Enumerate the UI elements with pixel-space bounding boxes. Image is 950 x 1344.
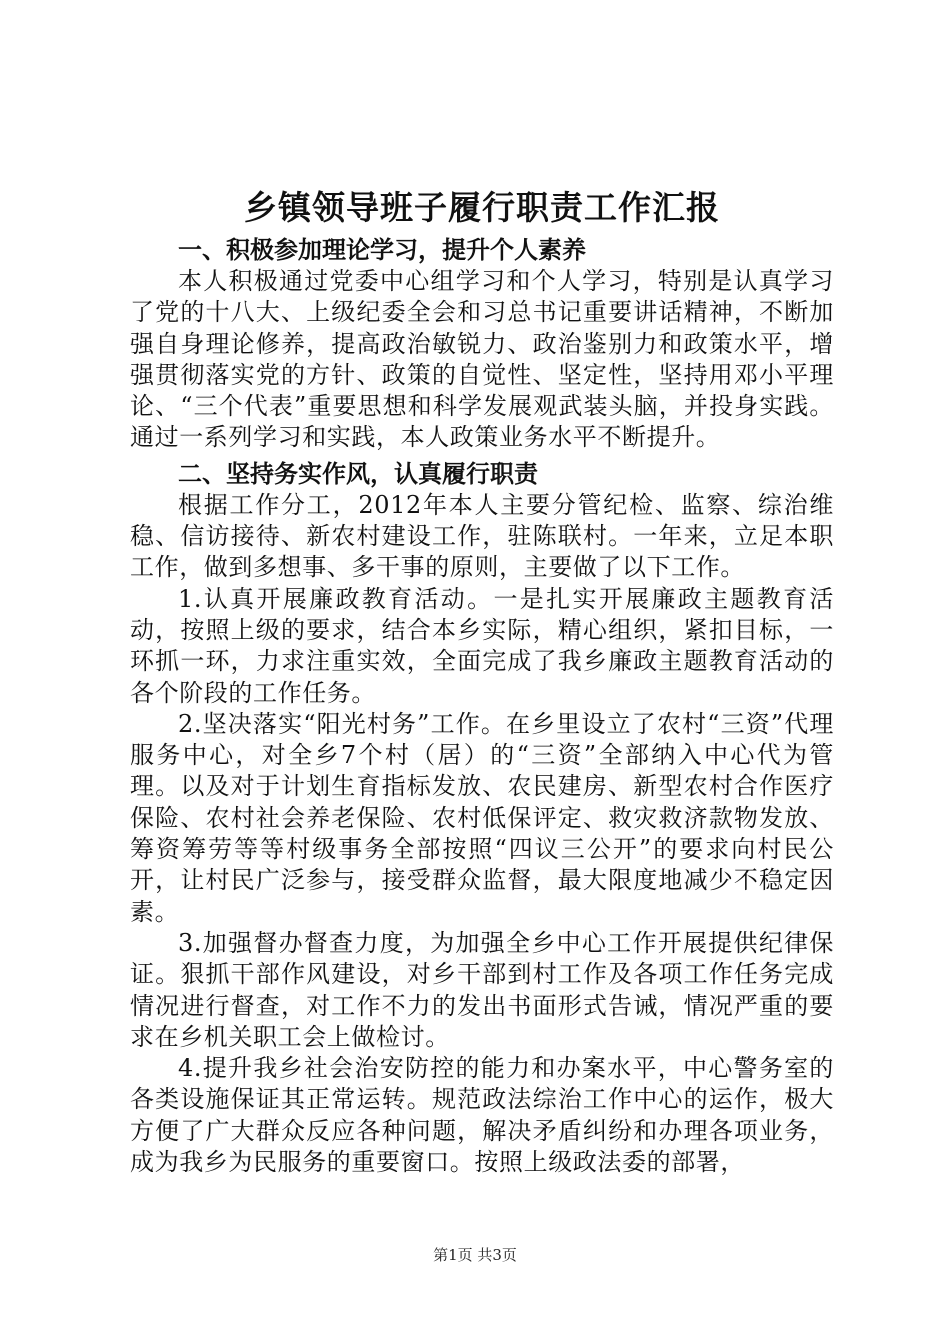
- work-item-3: 3.加强督办督查力度，为加强全乡中心工作开展提供纪律保证。狠抓干部作风建设，对乡干部到村工作及各项工作任务完成情况进行督查，对工作不力的发出书面形式告诫，情况严重的要求在乡机关职工会上做检讨。: [130, 928, 834, 1051]
- section-heading-2: 二、坚持务实作风，认真履行职责: [178, 458, 538, 488]
- section-1-paragraph: 本人积极通过党委中心组学习和个人学习，特别是认真学习了党的十八大、上级纪委全会和习总书记重要讲话精神，不断加强自身理论修养，提高政治敏锐力、政治鉴别力和政策水平，增强贯彻落实党的方针、政策的自觉性、坚定性，坚持用邓小平理论、“三个代表”重要思想和科学发展观武装头脑，并投身实践。通过一系列学习和实践，本人政策业务水平不断提升。: [130, 267, 834, 452]
- document-page: [130, 182, 834, 1178]
- work-item-4: 4.提升我乡社会治安防控的能力和办案水平，中心警务室的各类设施保证其正常运转。规范政法综治工作中心的运作，极大方便了广大群众反应各种问题，解决矛盾纠纷和办理各项业务，成为我乡为民服务的重要窗口。按照上级政法委的部署，: [130, 1054, 834, 1177]
- page-number-footer: 第1页 共3页: [433, 1246, 517, 1264]
- section-heading-1: 一、积极参加理论学习，提升个人素养: [178, 235, 586, 264]
- work-item-2: 2.坚决落实“阳光村务”工作。在乡里设立了农村“三资”代理服务中心，对全乡7个村（居）的“三资”全部纳入中心代为管理。以及对于计划生育指标发放、农民建房、新型农村合作医疗保险、农村社会养老保险、农村低保评定、救灾救济款物发放、筹资筹劳等等村级事务全部按照“四议三公开”的要求向村民公开，让村民广泛参与，接受群众监督，最大限度地减少不稳定因素。: [130, 709, 834, 926]
- work-item-1: 1.认真开展廉政教育活动。一是扎实开展廉政主题教育活动，按照上级的要求，结合本乡实际，精心组织，紧扣目标，一环抓一环，力求注重实效，全面完成了我乡廉政主题教育活动的各个阶段的工作任务。: [130, 584, 834, 707]
- document-title: 乡镇领导班子履行职责工作汇报: [244, 188, 720, 227]
- section-2-intro: 根据工作分工，2012年本人主要分管纪检、监察、综治维稳、信访接待、新农村建设工作，驻陈联村。一年来，立足本职工作，做到多想事、多干事的原则，主要做了以下工作。: [130, 490, 834, 582]
